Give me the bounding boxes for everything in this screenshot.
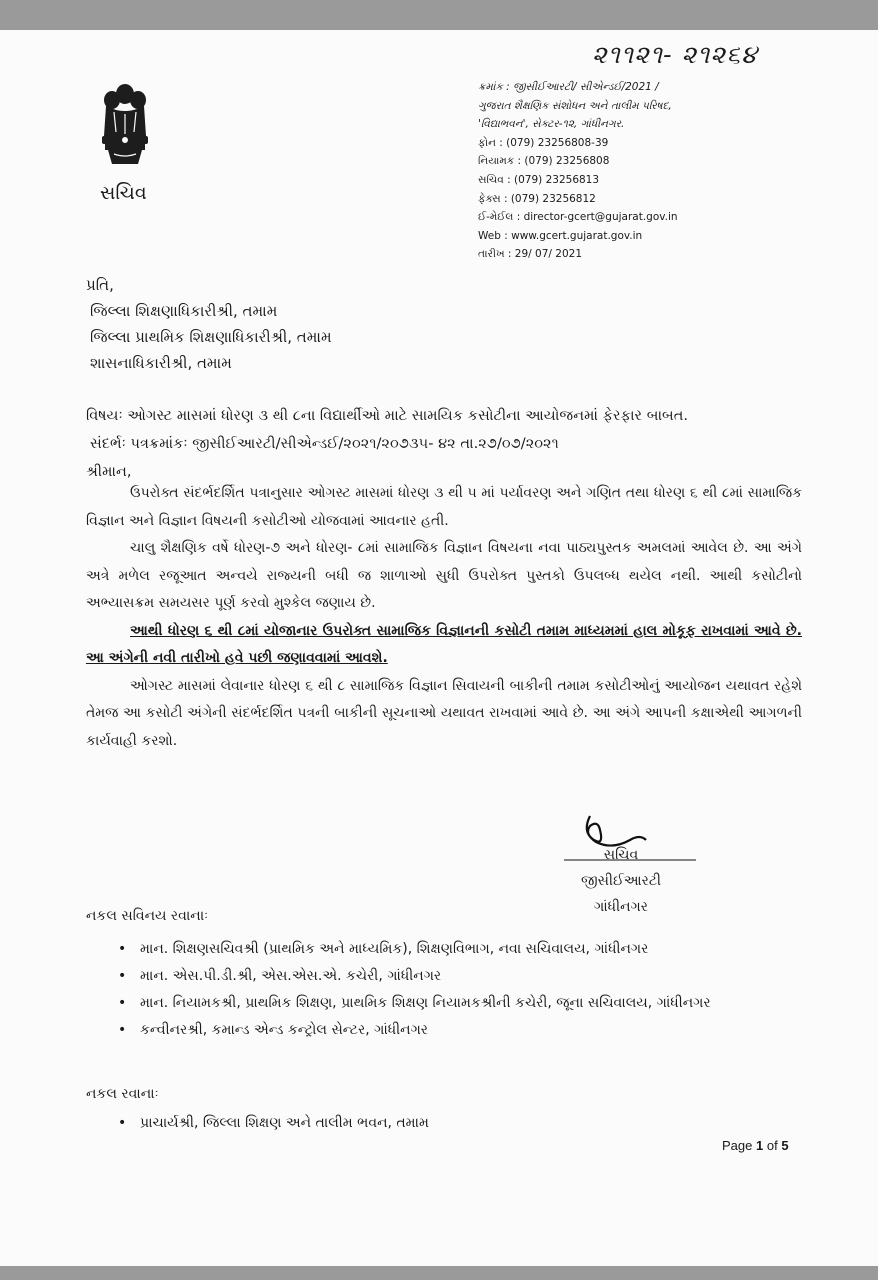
letter-page: [0, 30, 878, 1266]
list-item: • માન. એસ.પી.ડી.શ્રી, એસ.એસ.એ. કચેરી, ગાંધીનગર: [118, 963, 808, 990]
signature-block: [566, 842, 676, 920]
copy-respectful-list: [118, 936, 808, 1044]
letter-header: [478, 78, 678, 264]
subject-block: [86, 402, 688, 486]
reference-line: સંદર્ભઃ પત્રક્રમાંકઃ જીસીઈઆરટી/સીએન્ડઈ/૨૦૨૧/૨૦૭૩૫- ૪૨ તા.૨૭/૦૭/૨૦૨૧: [90, 435, 559, 452]
salutation: શ્રીમાન,: [86, 463, 132, 480]
recipient-line: જિલ્લા પ્રાથમિક શિક્ષણાધિકારીશ્રી, તમામ: [90, 328, 332, 346]
list-item: • પ્રાચાર્યશ્રી, જિલ્લા શિક્ષણ અને તાલીમ ભવન, તમામ: [118, 1110, 808, 1137]
list-item: • કન્વીનરશ્રી, કમાન્ડ એન્ડ કન્ટ્રોલ સેન્ટર, ગાંધીનગર: [118, 1017, 808, 1044]
secretary-phone: સચિવ : (079) 23256813: [478, 173, 600, 186]
letter-body: [86, 480, 802, 755]
national-emblem-icon: [94, 82, 156, 168]
email-address: ઈ-મેઈલ : director-gcert@gujarat.gov.in: [478, 211, 678, 224]
signatory-city: ગાંધીનગર: [594, 899, 648, 915]
organization-address: 'વિદ્યાભવન', સેક્ટર-૧૨, ગાંધીનગર.: [478, 118, 625, 131]
recipients-block: [86, 272, 332, 376]
body-paragraph: ઉપરોક્ત સંદર્ભદર્શિત પત્રાનુસાર ઓગસ્ટ માસમાં ધોરણ ૩ થી ૫ માં પર્યાવરણ અને ગણિત તથા ધોરણ ૬ થી ૮માં સામાજિક વિજ્ઞાન અને વિજ્ઞાન વિષયની કસોટીઓ યોજવામાં આવનાર હતી.: [86, 485, 802, 529]
signatory-title: સચિવ: [603, 847, 639, 863]
body-paragraph-emphasis: આથી ધોરણ ૬ થી ૮માં યોજાનાર ઉપરોક્ત સામાજિક વિજ્ઞાનની કસોટી તમામ માધ્યમમાં હાલ મોકૂફ રાખવામાં આવે છે. આ અંગેની નવી તારીખો હવે પછી જણાવવામાં આવશે.: [86, 622, 802, 666]
letter-date: તારીખ : 29/ 07/ 2021: [478, 248, 583, 261]
sender-title: સચિવ: [100, 182, 147, 204]
phone-number: ફોન : (079) 23256808-39: [478, 136, 609, 149]
signatory-org: જીસીઈઆરટી: [581, 873, 661, 889]
fax-number: ફેક્સ : (079) 23256812: [478, 192, 596, 205]
website: Web : www.gcert.gujarat.gov.in: [478, 229, 643, 242]
list-item: • માન. નિયામકશ્રી, પ્રાથમિક શિક્ષણ, પ્રાથમિક શિક્ષણ નિયામકશ્રીની કચેરી, જૂના સચિવાલય, ગાંધીનગર: [118, 990, 808, 1017]
page-number: Page 1 of 5: [722, 1138, 789, 1153]
list-item: • માન. શિક્ષણસચિવશ્રી (પ્રાથમિક અને માધ્યમિક), શિક્ષણવિભાગ, નવા સચિવાલય, ગાંધીનગર: [118, 936, 808, 963]
organization-name: ગુજરાત શૈક્ષણિક સંશોધન અને તાલીમ પરિષદ,: [478, 99, 672, 112]
body-paragraph: ઓગસ્ટ માસમાં લેવાનાર ધોરણ ૬ થી ૮ સામાજિક વિજ્ઞાન સિવાયની બાકીની તમામ કસોટીઓનું આયોજન યથાવત રહેશે તેમજ આ કસોટી અંગેની સંદર્ભદર્શિત પત્રની બાકીની સૂચનાઓ યથાવત રાખવામાં આવે છે. આ અંગે આપની કક્ષાએથી આગળની કાર્યવાહી કરશો.: [86, 677, 802, 749]
handwritten-inward-number: ૨૧૧૨૧- ૨૧૨૬૪: [592, 40, 758, 69]
reference-number: ક્રમાંક : જીસીઈઆરટી/ સીએન્ડઈ/2021 /: [478, 81, 659, 93]
copy-respectful-title: નકલ સવિનય રવાનાઃ: [86, 908, 209, 924]
recipient-line: શાસનાધિકારીશ્રી, તમામ: [90, 354, 232, 372]
prati-label: પ્રતિ,: [86, 276, 114, 294]
director-phone: નિયામક : (079) 23256808: [478, 155, 610, 168]
copy-list: [118, 1110, 808, 1137]
subject-line: વિષયઃ ઓગસ્ટ માસમાં ધોરણ ૩ થી ૮ના વિદ્યાર્થીઓ માટે સામયિક કસોટીના આયોજનમાં ફેરફાર બાબત.: [86, 407, 689, 424]
copy-title: નકલ રવાનાઃ: [86, 1086, 159, 1102]
recipient-line: જિલ્લા શિક્ષણાધિકારીશ્રી, તમામ: [90, 302, 278, 320]
body-paragraph: ચાલુ શૈક્ષણિક વર્ષે ધોરણ-૭ અને ધોરણ- ૮માં સામાજિક વિજ્ઞાન વિષયના નવા પાઠ્યપુસ્તક અમલમાં આવેલ છે. આ અંગે અત્રે મળેલ રજૂઆત અન્વયે રાજ્યની બધી જ શાળાઓ સુધી ઉપરોક્ત પુસ્તકો ઉપલબ્ધ થયેલ નથી. આથી કસોટીનો અભ્યાસક્રમ સમયસર પૂર્ણ કરવો મુશ્કેલ જણાય છે.: [86, 540, 802, 611]
